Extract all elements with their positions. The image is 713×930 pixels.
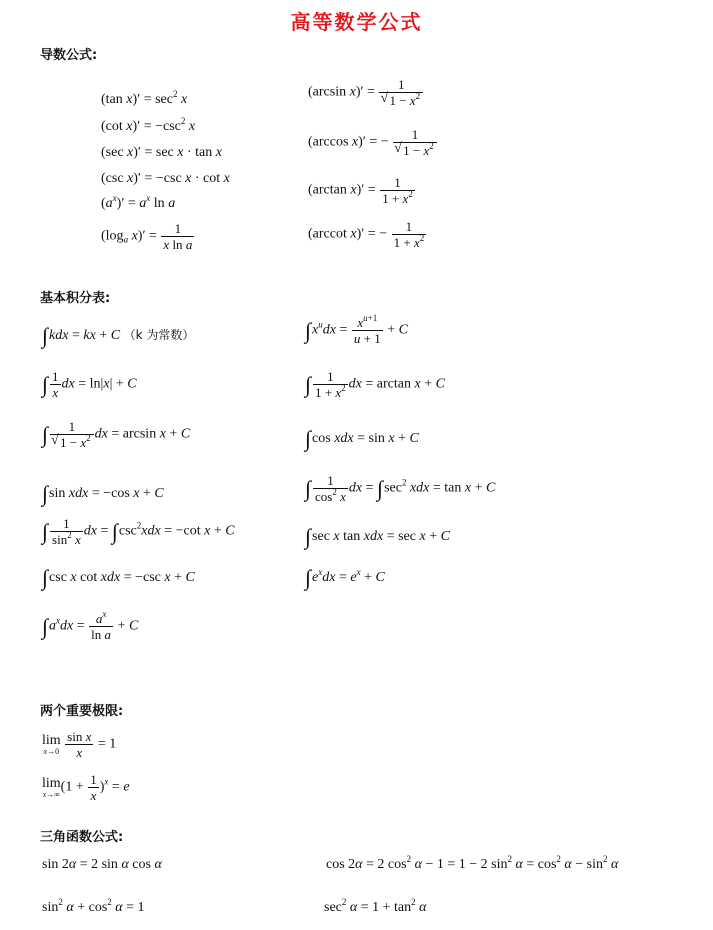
formula-limit-e: lim x→∞ (1 + $\frac{1}{x}$ )$^x$ = e (42, 772, 130, 803)
formula-integral-ex: $\int e^xdx = e^x + C$ (305, 565, 385, 590)
formula-integral-arctan: ∫ $\frac{1}{1 + x^2}$ dx = arctan x + C (305, 369, 445, 400)
formula-integral-sec2: ∫ $\frac{1}{\cos^2 x}$ dx = $\int\sec^2$ xdx = tan x + C (305, 473, 496, 504)
formula-limit-sinx: lim x→0 $\frac{\text{sin x}}{x}$ = 1 (42, 729, 117, 760)
formula-integral-csccot: ∫csc x cot xdx = −csc x + C (42, 565, 195, 590)
formula-derivative-arcsin: (arcsin x)′ = 1 √ $1 - x^2$ (308, 78, 424, 107)
formula-integral-sin: ∫sin xdx = −cos x + C (42, 481, 164, 506)
formula-derivative-cot: (cot $x)' = -\csc^2$ x (101, 116, 196, 134)
formula-trig-sec2: $\sec^2 \alpha = 1 + \tan^2 \alpha$ (324, 897, 427, 915)
integral-note: （k 为常数） (123, 328, 195, 342)
formula-derivative-arccot: (arccot x)′ = − $\frac{1}{1 + x^2}$ (308, 219, 425, 250)
formula-derivative-arctan: (arctan x)′ = $\frac{1}{1 + x^2}$ (308, 175, 413, 206)
section-heading-limits: 两个重要极限: (40, 704, 124, 719)
section-heading-trig: 三角函数公式: (40, 830, 124, 845)
section-heading-integrals: 基本积分表: (40, 291, 111, 306)
page-title: 高等数学公式 (290, 10, 423, 34)
formula-integral-arcsin: ∫ 1 √ $1 - x^2$ dx = arcsin x + C (42, 420, 190, 449)
formula-derivative-exp: $(a^x)' = a^x$ ln a (101, 193, 176, 211)
formula-derivative-log: ($\log_a$ x)′ = $\frac{1}{\text{x ln a}}$ (101, 221, 193, 252)
formula-integral-power: $\int x^udx$ = $\frac{x^{u+1}}{u + 1}$ + C (305, 313, 408, 346)
formula-integral-sectan: ∫sec x tan xdx = sec x + C (305, 524, 450, 549)
formula-derivative-sec: (sec x)′ = sec x · tan x (101, 145, 222, 160)
formula-integral-csc2: ∫ $\frac{1}{\sin^2 x}$ dx = $\int\csc^2xdx = -\cot$ x + C (42, 516, 235, 547)
formula-derivative-arccos: (arccos x)′ = − 1 √ $1 - x^2$ (308, 128, 438, 157)
formula-integral-reciprocal: ∫ $\frac{1}{x}$ dx = ln|x| + C (42, 369, 137, 400)
formula-derivative-csc: (csc x)′ = −csc x · cot x (101, 171, 230, 186)
section-heading-derivatives: 导数公式: (40, 48, 98, 63)
formula-integral-cos: ∫cos xdx = sin x + C (305, 426, 419, 451)
formula-integral-k: ∫kdx = kx + C （k 为常数） (42, 323, 195, 348)
formula-integral-ax: $\int a^xdx$ = $\frac{a^x}{\text{ln a}}$ + C (42, 609, 139, 642)
formula-trig-cos2a: cos 2α = 2 $\cos^2 \alpha - 1 = 1 - 2$ $\sin^2 \alpha = \cos^2 \alpha - \sin^2 \alpha$ (326, 854, 619, 872)
formula-trig-pythagorean: $\sin^2 \alpha + \cos^2 \alpha = 1$ (42, 897, 145, 915)
formula-trig-sin2a: sin 2α = 2 sin α cos α (42, 857, 162, 872)
formula-derivative-tan: (tan $x)' = \sec^2 x$ (101, 89, 188, 107)
